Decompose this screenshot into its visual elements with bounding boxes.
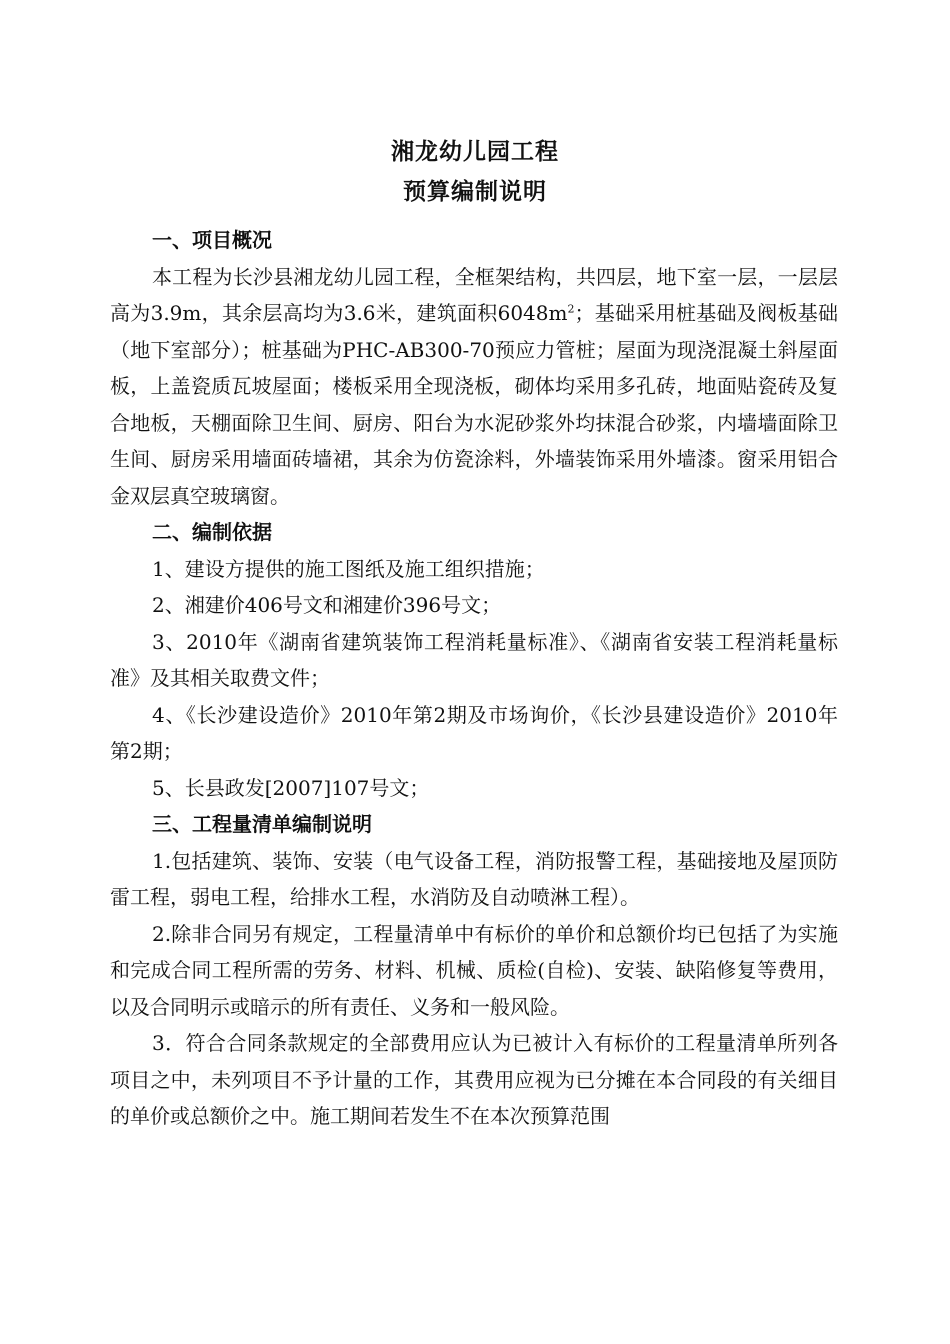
document-subtitle: 预算编制说明 xyxy=(403,179,547,205)
document-title: 湘龙幼儿园工程 xyxy=(391,139,559,165)
overview-paragraph xyxy=(110,259,838,515)
boq-item: 2.除非合同另有规定，工程量清单中有标价的单价和总额价均已包括了为实施和完成合同工程所需的劳务、材料、机械、质检(自检)、安装、缺陷修复等费用，以及合同明示或暗示的所有责任、义务和一般风险。 xyxy=(110,921,838,1019)
document-body xyxy=(110,222,838,1135)
basis-item: 4、《长沙建设造价》2010年第2期及市场询价，《长沙县建设造价》2010年第2期； xyxy=(110,702,838,763)
section-heading-overview: 一、项目概况 xyxy=(152,228,272,252)
basis-item: 1、建设方提供的施工图纸及施工组织措施； xyxy=(152,556,545,581)
boq-item: 3．符合合同条款规定的全部费用应认为已被计入有标价的工程量清单所列各项目之中，未列项目不予计量的工作，其费用应视为已分摊在本合同段的有关细目的单价或总额价之中。施工期间若发生不在本次预算范围 xyxy=(110,1031,838,1128)
basis-item: 5、长县政发[2007]107号文； xyxy=(152,775,430,800)
area-unit-superscript: 2 xyxy=(567,302,575,316)
boq-item: 1.包括建筑、装饰、安装（电气设备工程，消防报警工程，基础接地及屋顶防雷工程，弱电工程，给排水工程，水消防及自动喷淋工程）。 xyxy=(110,848,838,909)
overview-text-part2: ；基础采用桩基础及阀板基础（地下室部分）；桩基础为PHC-AB300-70预应力管桩；屋面为现浇混凝土斜屋面板，上盖瓷质瓦坡屋面；楼板采用全现浇板，砌体均采用多孔砖，地面贴瓷砖及复合地板，天棚面除卫生间、厨房、阳台为水泥砂浆外均抹混合砂浆，内墙墙面除卫生间、厨房采用墙面砖墙裙，其余为仿瓷涂料，外墙装饰采用外墙漆。窗采用铝合金双层真空玻璃窗。 xyxy=(110,301,838,508)
section-heading-bill-of-quantities: 三、工程量清单编制说明 xyxy=(152,812,372,836)
overview-text-part1: 本工程为长沙县湘龙幼儿园工程，全框架结构，共四层，地下室一层，一层层高为3.9m，其余层高均为3.6米，建筑面积6048m xyxy=(110,264,838,325)
section-heading-basis: 二、编制依据 xyxy=(152,520,272,544)
basis-item: 3、2010年《湖南省建筑装饰工程消耗量标准》、《湖南省安装工程消耗量标准》及其相关取费文件； xyxy=(110,629,838,690)
basis-item: 2、湘建价406号文和湘建价396号文； xyxy=(152,593,502,617)
